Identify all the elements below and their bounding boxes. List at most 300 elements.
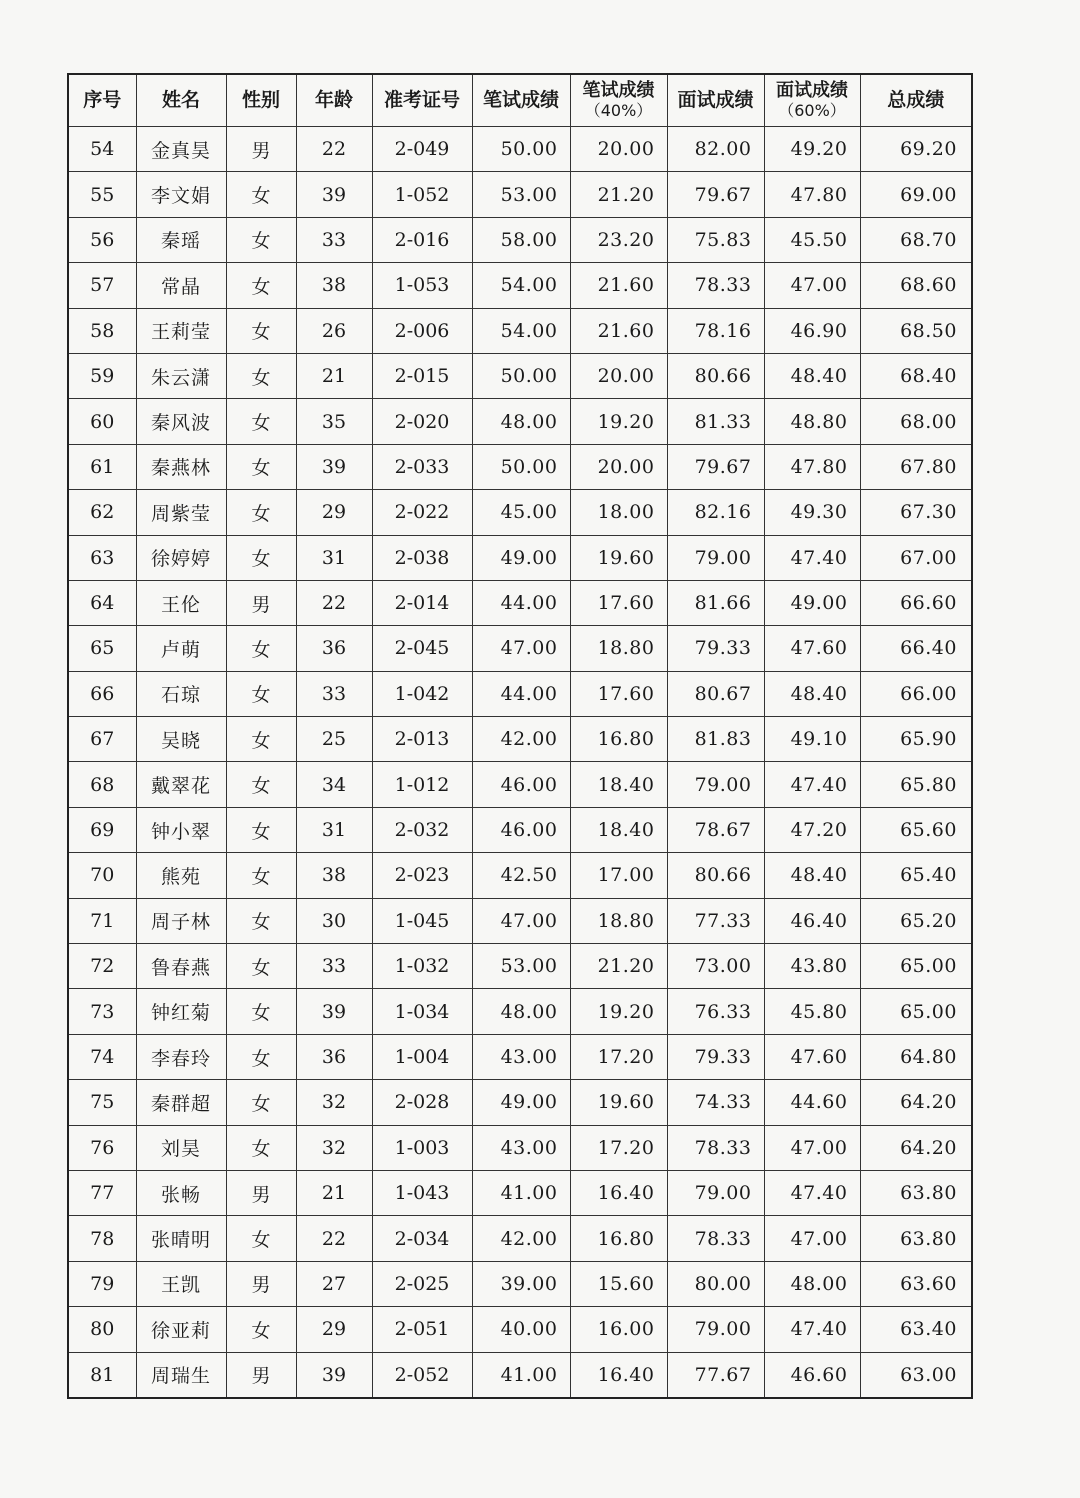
cell-seq: 55 bbox=[68, 172, 136, 217]
cell-seq: 57 bbox=[68, 263, 136, 308]
cell-interview-score: 82.16 bbox=[667, 490, 764, 535]
cell-interview-score: 80.00 bbox=[667, 1261, 764, 1306]
cell-age: 39 bbox=[296, 172, 372, 217]
cell-interview-score: 76.33 bbox=[667, 989, 764, 1034]
header-age: 年龄 bbox=[296, 74, 372, 127]
cell-written-weighted: 20.00 bbox=[570, 444, 667, 489]
cell-interview-score: 79.33 bbox=[667, 626, 764, 671]
cell-ticket: 1-045 bbox=[372, 898, 472, 943]
cell-interview-score: 79.00 bbox=[667, 1170, 764, 1215]
cell-interview-weighted: 47.40 bbox=[764, 762, 860, 807]
cell-interview-weighted: 46.90 bbox=[764, 308, 860, 353]
cell-gender: 女 bbox=[226, 717, 296, 762]
cell-interview-score: 79.67 bbox=[667, 444, 764, 489]
header-interview: 面试成绩 bbox=[667, 74, 764, 127]
cell-written-score: 42.00 bbox=[472, 717, 570, 762]
cell-total-score: 65.00 bbox=[860, 944, 972, 989]
cell-seq: 70 bbox=[68, 853, 136, 898]
cell-interview-weighted: 47.60 bbox=[764, 1034, 860, 1079]
table-row bbox=[68, 1080, 972, 1125]
cell-age: 39 bbox=[296, 444, 372, 489]
cell-written-score: 50.00 bbox=[472, 353, 570, 398]
cell-total-score: 65.90 bbox=[860, 717, 972, 762]
cell-ticket: 2-052 bbox=[372, 1352, 472, 1398]
cell-interview-score: 79.00 bbox=[667, 535, 764, 580]
table-row bbox=[68, 898, 972, 943]
cell-interview-weighted: 49.20 bbox=[764, 127, 860, 172]
cell-total-score: 65.20 bbox=[860, 898, 972, 943]
cell-written-score: 46.00 bbox=[472, 807, 570, 852]
cell-written-weighted: 16.80 bbox=[570, 1216, 667, 1261]
cell-age: 21 bbox=[296, 1170, 372, 1215]
cell-interview-score: 81.33 bbox=[667, 399, 764, 444]
cell-age: 30 bbox=[296, 898, 372, 943]
cell-total-score: 68.70 bbox=[860, 217, 972, 262]
cell-age: 36 bbox=[296, 1034, 372, 1079]
cell-name: 周子林 bbox=[136, 898, 226, 943]
table-row bbox=[68, 1261, 972, 1306]
cell-name: 秦燕林 bbox=[136, 444, 226, 489]
cell-written-weighted: 17.20 bbox=[570, 1125, 667, 1170]
cell-written-score: 47.00 bbox=[472, 626, 570, 671]
cell-total-score: 64.20 bbox=[860, 1080, 972, 1125]
cell-ticket: 2-025 bbox=[372, 1261, 472, 1306]
cell-ticket: 2-013 bbox=[372, 717, 472, 762]
score-sheet bbox=[67, 73, 971, 1399]
cell-name: 朱云潇 bbox=[136, 353, 226, 398]
cell-age: 33 bbox=[296, 217, 372, 262]
cell-total-score: 68.50 bbox=[860, 308, 972, 353]
cell-written-weighted: 16.00 bbox=[570, 1307, 667, 1352]
cell-gender: 男 bbox=[226, 580, 296, 625]
table-row bbox=[68, 989, 972, 1034]
cell-gender: 女 bbox=[226, 1307, 296, 1352]
cell-written-weighted: 15.60 bbox=[570, 1261, 667, 1306]
cell-written-score: 43.00 bbox=[472, 1125, 570, 1170]
cell-written-score: 42.50 bbox=[472, 853, 570, 898]
cell-age: 33 bbox=[296, 671, 372, 716]
cell-written-score: 46.00 bbox=[472, 762, 570, 807]
cell-interview-score: 78.33 bbox=[667, 1125, 764, 1170]
cell-seq: 67 bbox=[68, 717, 136, 762]
cell-seq: 75 bbox=[68, 1080, 136, 1125]
header-interview-weighted-label: 面试成绩 bbox=[776, 79, 848, 101]
cell-gender: 女 bbox=[226, 1034, 296, 1079]
cell-gender: 女 bbox=[226, 490, 296, 535]
cell-written-score: 42.00 bbox=[472, 1216, 570, 1261]
cell-interview-score: 74.33 bbox=[667, 1080, 764, 1125]
cell-name: 王凯 bbox=[136, 1261, 226, 1306]
cell-seq: 65 bbox=[68, 626, 136, 671]
cell-age: 39 bbox=[296, 989, 372, 1034]
cell-name: 钟红菊 bbox=[136, 989, 226, 1034]
cell-written-score: 40.00 bbox=[472, 1307, 570, 1352]
cell-gender: 女 bbox=[226, 217, 296, 262]
header-seq: 序号 bbox=[68, 74, 136, 127]
cell-ticket: 2-051 bbox=[372, 1307, 472, 1352]
cell-age: 22 bbox=[296, 127, 372, 172]
cell-total-score: 67.00 bbox=[860, 535, 972, 580]
cell-ticket: 1-012 bbox=[372, 762, 472, 807]
cell-written-weighted: 17.00 bbox=[570, 853, 667, 898]
cell-interview-weighted: 44.60 bbox=[764, 1080, 860, 1125]
cell-written-weighted: 18.40 bbox=[570, 807, 667, 852]
cell-total-score: 65.80 bbox=[860, 762, 972, 807]
cell-total-score: 63.00 bbox=[860, 1352, 972, 1398]
cell-written-score: 58.00 bbox=[472, 217, 570, 262]
cell-gender: 女 bbox=[226, 626, 296, 671]
cell-interview-score: 82.00 bbox=[667, 127, 764, 172]
cell-interview-score: 79.00 bbox=[667, 1307, 764, 1352]
cell-ticket: 2-022 bbox=[372, 490, 472, 535]
cell-interview-weighted: 47.80 bbox=[764, 444, 860, 489]
cell-written-weighted: 16.40 bbox=[570, 1170, 667, 1215]
cell-interview-score: 81.66 bbox=[667, 580, 764, 625]
cell-gender: 男 bbox=[226, 127, 296, 172]
table-row bbox=[68, 1307, 972, 1352]
cell-age: 35 bbox=[296, 399, 372, 444]
cell-name: 张畅 bbox=[136, 1170, 226, 1215]
header-interview-weighted-pct: （60%） bbox=[778, 100, 846, 120]
cell-seq: 56 bbox=[68, 217, 136, 262]
cell-total-score: 69.00 bbox=[860, 172, 972, 217]
cell-name: 秦风波 bbox=[136, 399, 226, 444]
cell-interview-weighted: 48.80 bbox=[764, 399, 860, 444]
cell-ticket: 1-042 bbox=[372, 671, 472, 716]
cell-interview-score: 78.16 bbox=[667, 308, 764, 353]
cell-seq: 58 bbox=[68, 308, 136, 353]
cell-ticket: 2-032 bbox=[372, 807, 472, 852]
cell-seq: 72 bbox=[68, 944, 136, 989]
cell-written-weighted: 21.20 bbox=[570, 944, 667, 989]
cell-seq: 63 bbox=[68, 535, 136, 580]
cell-interview-weighted: 48.40 bbox=[764, 853, 860, 898]
cell-ticket: 2-034 bbox=[372, 1216, 472, 1261]
table-row bbox=[68, 1034, 972, 1079]
cell-total-score: 64.20 bbox=[860, 1125, 972, 1170]
cell-name: 钟小翠 bbox=[136, 807, 226, 852]
cell-interview-weighted: 47.40 bbox=[764, 535, 860, 580]
cell-written-weighted: 18.40 bbox=[570, 762, 667, 807]
cell-ticket: 2-020 bbox=[372, 399, 472, 444]
table-row bbox=[68, 762, 972, 807]
header-name: 姓名 bbox=[136, 74, 226, 127]
cell-ticket: 2-014 bbox=[372, 580, 472, 625]
cell-name: 张晴明 bbox=[136, 1216, 226, 1261]
cell-written-score: 45.00 bbox=[472, 490, 570, 535]
cell-written-score: 49.00 bbox=[472, 1080, 570, 1125]
cell-age: 27 bbox=[296, 1261, 372, 1306]
cell-name: 徐亚莉 bbox=[136, 1307, 226, 1352]
cell-ticket: 2-028 bbox=[372, 1080, 472, 1125]
cell-interview-score: 80.66 bbox=[667, 853, 764, 898]
cell-ticket: 1-052 bbox=[372, 172, 472, 217]
cell-total-score: 68.60 bbox=[860, 263, 972, 308]
cell-total-score: 66.40 bbox=[860, 626, 972, 671]
cell-name: 卢萌 bbox=[136, 626, 226, 671]
cell-name: 常晶 bbox=[136, 263, 226, 308]
cell-gender: 男 bbox=[226, 1261, 296, 1306]
cell-written-weighted: 20.00 bbox=[570, 127, 667, 172]
cell-written-weighted: 17.60 bbox=[570, 580, 667, 625]
cell-age: 39 bbox=[296, 1352, 372, 1398]
cell-name: 周瑞生 bbox=[136, 1352, 226, 1398]
cell-interview-weighted: 45.80 bbox=[764, 989, 860, 1034]
cell-gender: 女 bbox=[226, 762, 296, 807]
cell-name: 徐婷婷 bbox=[136, 535, 226, 580]
cell-gender: 男 bbox=[226, 1352, 296, 1398]
cell-interview-weighted: 47.60 bbox=[764, 626, 860, 671]
score-table bbox=[67, 73, 973, 1399]
table-row bbox=[68, 308, 972, 353]
cell-ticket: 1-053 bbox=[372, 263, 472, 308]
cell-interview-score: 78.33 bbox=[667, 1216, 764, 1261]
cell-name: 金真昊 bbox=[136, 127, 226, 172]
cell-seq: 68 bbox=[68, 762, 136, 807]
table-row bbox=[68, 217, 972, 262]
cell-age: 25 bbox=[296, 717, 372, 762]
cell-written-score: 44.00 bbox=[472, 580, 570, 625]
header-written-weighted-label: 笔试成绩 bbox=[582, 79, 655, 101]
cell-name: 周紫莹 bbox=[136, 490, 226, 535]
cell-seq: 71 bbox=[68, 898, 136, 943]
cell-ticket: 2-015 bbox=[372, 353, 472, 398]
cell-total-score: 66.60 bbox=[860, 580, 972, 625]
cell-name: 熊苑 bbox=[136, 853, 226, 898]
cell-total-score: 63.80 bbox=[860, 1170, 972, 1215]
table-row bbox=[68, 490, 972, 535]
cell-interview-weighted: 47.00 bbox=[764, 1125, 860, 1170]
cell-age: 32 bbox=[296, 1125, 372, 1170]
cell-written-score: 47.00 bbox=[472, 898, 570, 943]
table-row bbox=[68, 807, 972, 852]
cell-gender: 女 bbox=[226, 671, 296, 716]
cell-seq: 66 bbox=[68, 671, 136, 716]
cell-seq: 69 bbox=[68, 807, 136, 852]
cell-written-weighted: 17.60 bbox=[570, 671, 667, 716]
cell-written-weighted: 18.80 bbox=[570, 898, 667, 943]
cell-interview-weighted: 47.20 bbox=[764, 807, 860, 852]
cell-gender: 女 bbox=[226, 989, 296, 1034]
cell-seq: 78 bbox=[68, 1216, 136, 1261]
cell-name: 王莉莹 bbox=[136, 308, 226, 353]
cell-interview-score: 80.66 bbox=[667, 353, 764, 398]
cell-gender: 女 bbox=[226, 399, 296, 444]
cell-total-score: 67.30 bbox=[860, 490, 972, 535]
table-row bbox=[68, 399, 972, 444]
cell-age: 21 bbox=[296, 353, 372, 398]
cell-age: 22 bbox=[296, 580, 372, 625]
cell-total-score: 65.40 bbox=[860, 853, 972, 898]
cell-interview-weighted: 48.00 bbox=[764, 1261, 860, 1306]
cell-interview-score: 75.83 bbox=[667, 217, 764, 262]
table-row bbox=[68, 353, 972, 398]
header-written: 笔试成绩 bbox=[472, 74, 570, 127]
cell-gender: 女 bbox=[226, 807, 296, 852]
cell-interview-score: 73.00 bbox=[667, 944, 764, 989]
cell-written-score: 41.00 bbox=[472, 1352, 570, 1398]
cell-interview-weighted: 45.50 bbox=[764, 217, 860, 262]
cell-interview-weighted: 47.80 bbox=[764, 172, 860, 217]
cell-total-score: 64.80 bbox=[860, 1034, 972, 1079]
cell-name: 石琼 bbox=[136, 671, 226, 716]
cell-written-score: 49.00 bbox=[472, 535, 570, 580]
cell-interview-weighted: 47.40 bbox=[764, 1170, 860, 1215]
cell-written-score: 50.00 bbox=[472, 127, 570, 172]
cell-total-score: 66.00 bbox=[860, 671, 972, 716]
cell-written-score: 54.00 bbox=[472, 308, 570, 353]
table-row bbox=[68, 1352, 972, 1398]
cell-gender: 男 bbox=[226, 1170, 296, 1215]
cell-written-weighted: 16.80 bbox=[570, 717, 667, 762]
cell-ticket: 2-023 bbox=[372, 853, 472, 898]
table-row bbox=[68, 127, 972, 172]
cell-gender: 女 bbox=[226, 172, 296, 217]
cell-written-score: 43.00 bbox=[472, 1034, 570, 1079]
cell-age: 36 bbox=[296, 626, 372, 671]
cell-name: 吴晓 bbox=[136, 717, 226, 762]
header-interview-weighted bbox=[764, 74, 860, 127]
header-row bbox=[68, 74, 972, 127]
cell-age: 31 bbox=[296, 535, 372, 580]
cell-written-score: 53.00 bbox=[472, 944, 570, 989]
cell-seq: 74 bbox=[68, 1034, 136, 1079]
cell-ticket: 1-034 bbox=[372, 989, 472, 1034]
cell-ticket: 2-006 bbox=[372, 308, 472, 353]
cell-name: 李春玲 bbox=[136, 1034, 226, 1079]
cell-total-score: 63.40 bbox=[860, 1307, 972, 1352]
cell-written-weighted: 21.60 bbox=[570, 263, 667, 308]
cell-interview-score: 80.67 bbox=[667, 671, 764, 716]
cell-interview-weighted: 48.40 bbox=[764, 353, 860, 398]
cell-interview-score: 79.00 bbox=[667, 762, 764, 807]
cell-interview-weighted: 47.00 bbox=[764, 1216, 860, 1261]
cell-interview-score: 78.67 bbox=[667, 807, 764, 852]
cell-interview-weighted: 47.00 bbox=[764, 263, 860, 308]
cell-interview-score: 78.33 bbox=[667, 263, 764, 308]
cell-interview-weighted: 46.60 bbox=[764, 1352, 860, 1398]
table-header bbox=[68, 74, 972, 127]
cell-written-weighted: 23.20 bbox=[570, 217, 667, 262]
cell-name: 秦瑶 bbox=[136, 217, 226, 262]
cell-gender: 女 bbox=[226, 308, 296, 353]
cell-written-weighted: 21.60 bbox=[570, 308, 667, 353]
cell-interview-score: 77.67 bbox=[667, 1352, 764, 1398]
cell-written-score: 50.00 bbox=[472, 444, 570, 489]
table-row bbox=[68, 535, 972, 580]
header-total: 总成绩 bbox=[860, 74, 972, 127]
cell-age: 33 bbox=[296, 944, 372, 989]
cell-gender: 女 bbox=[226, 1080, 296, 1125]
cell-written-score: 44.00 bbox=[472, 671, 570, 716]
cell-written-weighted: 16.40 bbox=[570, 1352, 667, 1398]
cell-seq: 61 bbox=[68, 444, 136, 489]
cell-interview-weighted: 49.30 bbox=[764, 490, 860, 535]
cell-seq: 81 bbox=[68, 1352, 136, 1398]
cell-ticket: 2-049 bbox=[372, 127, 472, 172]
cell-interview-weighted: 47.40 bbox=[764, 1307, 860, 1352]
cell-name: 鲁春燕 bbox=[136, 944, 226, 989]
cell-age: 38 bbox=[296, 263, 372, 308]
cell-ticket: 2-045 bbox=[372, 626, 472, 671]
cell-ticket: 2-033 bbox=[372, 444, 472, 489]
cell-seq: 73 bbox=[68, 989, 136, 1034]
table-row bbox=[68, 626, 972, 671]
cell-interview-score: 79.67 bbox=[667, 172, 764, 217]
table-row bbox=[68, 1216, 972, 1261]
header-written-weighted-pct: （40%） bbox=[584, 100, 653, 120]
cell-ticket: 1-003 bbox=[372, 1125, 472, 1170]
table-row bbox=[68, 944, 972, 989]
cell-name: 王伦 bbox=[136, 580, 226, 625]
table-body bbox=[68, 127, 972, 1398]
cell-total-score: 68.00 bbox=[860, 399, 972, 444]
cell-written-score: 48.00 bbox=[472, 989, 570, 1034]
cell-written-weighted: 18.80 bbox=[570, 626, 667, 671]
cell-seq: 64 bbox=[68, 580, 136, 625]
cell-total-score: 65.60 bbox=[860, 807, 972, 852]
cell-written-score: 41.00 bbox=[472, 1170, 570, 1215]
cell-written-score: 39.00 bbox=[472, 1261, 570, 1306]
cell-seq: 62 bbox=[68, 490, 136, 535]
cell-interview-weighted: 49.00 bbox=[764, 580, 860, 625]
cell-interview-weighted: 46.40 bbox=[764, 898, 860, 943]
cell-seq: 77 bbox=[68, 1170, 136, 1215]
cell-age: 32 bbox=[296, 1080, 372, 1125]
cell-ticket: 2-038 bbox=[372, 535, 472, 580]
cell-seq: 80 bbox=[68, 1307, 136, 1352]
cell-gender: 女 bbox=[226, 898, 296, 943]
cell-interview-weighted: 48.40 bbox=[764, 671, 860, 716]
cell-total-score: 65.00 bbox=[860, 989, 972, 1034]
cell-age: 29 bbox=[296, 1307, 372, 1352]
cell-gender: 女 bbox=[226, 944, 296, 989]
cell-gender: 女 bbox=[226, 853, 296, 898]
cell-age: 29 bbox=[296, 490, 372, 535]
table-row bbox=[68, 444, 972, 489]
cell-ticket: 1-032 bbox=[372, 944, 472, 989]
cell-interview-weighted: 49.10 bbox=[764, 717, 860, 762]
cell-gender: 女 bbox=[226, 1216, 296, 1261]
cell-age: 31 bbox=[296, 807, 372, 852]
cell-gender: 女 bbox=[226, 263, 296, 308]
cell-gender: 女 bbox=[226, 444, 296, 489]
cell-age: 34 bbox=[296, 762, 372, 807]
cell-total-score: 67.80 bbox=[860, 444, 972, 489]
cell-total-score: 63.80 bbox=[860, 1216, 972, 1261]
cell-written-weighted: 19.20 bbox=[570, 399, 667, 444]
cell-written-score: 53.00 bbox=[472, 172, 570, 217]
table-row bbox=[68, 671, 972, 716]
cell-written-score: 48.00 bbox=[472, 399, 570, 444]
header-gender: 性别 bbox=[226, 74, 296, 127]
cell-ticket: 1-043 bbox=[372, 1170, 472, 1215]
table-row bbox=[68, 717, 972, 762]
cell-seq: 79 bbox=[68, 1261, 136, 1306]
cell-seq: 59 bbox=[68, 353, 136, 398]
cell-ticket: 1-004 bbox=[372, 1034, 472, 1079]
cell-written-weighted: 21.20 bbox=[570, 172, 667, 217]
cell-written-weighted: 17.20 bbox=[570, 1034, 667, 1079]
table-row bbox=[68, 580, 972, 625]
cell-seq: 76 bbox=[68, 1125, 136, 1170]
header-written-weighted bbox=[570, 74, 667, 127]
cell-interview-score: 77.33 bbox=[667, 898, 764, 943]
header-ticket: 准考证号 bbox=[372, 74, 472, 127]
cell-written-weighted: 19.20 bbox=[570, 989, 667, 1034]
cell-gender: 女 bbox=[226, 535, 296, 580]
cell-written-score: 54.00 bbox=[472, 263, 570, 308]
